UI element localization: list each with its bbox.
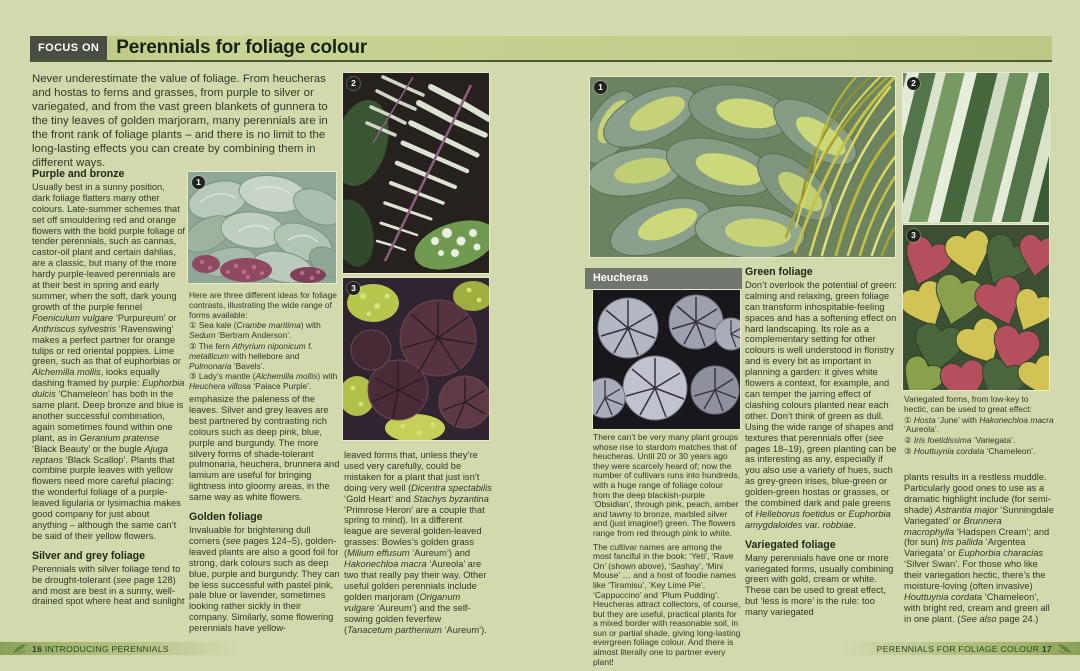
photo-badge: 3 <box>347 282 360 295</box>
photo-fern-athyrium <box>343 73 489 273</box>
column-green-variegated <box>745 267 898 623</box>
photo-heuchera-rave-on <box>593 290 740 429</box>
houttuynia-illustration <box>903 225 1049 390</box>
caption-item-2: ② The fern Athyrium niponicum f. metallicum with hellebore and Pulmonaria ‘Bavels’. <box>189 340 313 371</box>
photo-houttuynia-chameleon <box>903 225 1049 390</box>
hosta-grass-illustration <box>590 77 895 257</box>
silver-continued-text: emphasize the paleness of the leaves. Silver and grey leaves are best partnered by contrasting rich colours such as deep pink, blue, purple and burgundy. The more silvery forms of shade-tolerant pulmonaria, heuchera, brunnera and lamium are useful for bringing lightness into gloomy areas, in the same way as white flowers. <box>189 394 340 503</box>
caption-item-3: ③ Houttuynia cordata ‘Chameleon’. <box>904 445 1036 456</box>
caption-item-1: ① Hosta ‘June’ with Hakonechloa macra ‘Aureola’. <box>904 414 1054 435</box>
column-purple-bronze <box>32 169 185 612</box>
right-photos-caption <box>904 395 1054 458</box>
footer-right <box>840 642 1080 655</box>
photo-iris-variegata <box>903 73 1049 222</box>
photo-badge: 2 <box>347 77 360 90</box>
photo-heuchera-palace-purple <box>343 278 489 440</box>
column-variegated-continued <box>904 472 1054 630</box>
leaf-motif-icon <box>1056 643 1072 655</box>
golden-foliage-text: Invaluable for brightening dull corners (see pages 124–5), golden-leaved plants are also a good foil for strong, dark colours such as deep blue, purple and burgundy. They can be less successful with pastel pink, pale blue or lavender, sometimes looking rather sickly in their company. Similarly, some flowering perennials have yellow- <box>189 524 340 634</box>
focus-on-label: FOCUS ON <box>30 36 107 60</box>
heading-purple-bronze: Purple and bronze <box>32 168 125 180</box>
iris-illustration <box>903 73 1049 222</box>
intro-paragraph: Never underestimate the value of foliage. From heucheras and hostas to ferns and grasses, from purple to silver or variegated, and from the vast green blankets of gunnera to the tiny leaves of golden marjoram, many perennials are in the front rank of foliage plants – and there is no limit to the long-lasting effects you can create by combining them in different ways. <box>32 73 328 169</box>
photo-badge: 3 <box>907 229 920 242</box>
green-foliage-text: Don’t overlook the potential of green: calming and relaxing, green foliage can transform inhospitable-feeling spaces and has a softening effect on hard landscaping. Its role as a complementary setting for other colours is well understood in floristry and is every bit as important in planning a garden: it gives white flowers a context, for example, and can temper the jarring effect of clashing colours planted near each other. Don’t think of green as dull. Using the wide range of shapes and textures that perennials offer (see pages 18–19), green planting can be as interesting as any, especially if you also use a variety of hues, such as grey-green irises, blue-green or golden-green hostas or grasses, or the combined dark and pale greens of Helleborus foetidus or Euphorbia amygdaloides var. robbiae. <box>745 279 897 530</box>
heading-variegated-foliage: Variegated foliage <box>745 538 836 551</box>
column-silver-golden <box>189 394 340 639</box>
silver-grey-text: Perennials with silver foliage tend to be drought-tolerant (see page 128) and most are best in a sunny, well-drained spot where heat and sunlight <box>32 563 185 607</box>
column-golden-continued <box>344 450 492 640</box>
photo-badge: 1 <box>192 176 205 189</box>
left-photos-caption <box>189 291 340 393</box>
purple-heuchera-illustration <box>343 278 489 440</box>
golden-continued-text: leaved forms that, unless they’re used very carefully, could be mistaken for a plant that just isn’t doing very well (Dicentra spectabilis ‘Gold Heart’ and Stachys byzantina ‘Primrose Heron’ are a couple that spring to mind). In a different league are several golden-leaved grasses: Bowles’s golden grass (Milium effusum ‘Aureum’) and Hakonechloa macra ‘Aureola’ are two that really pay their way. Other useful golden perennials include golden marjoram (Origanum vulgare ‘Aureum’) and the self-sowing golden feverfew (Tanacetum parthenium ‘Aureum’). <box>344 450 492 635</box>
caption-intro: Variegated forms, from low-key to hectic, can be used to great effect: <box>904 394 1032 414</box>
footer-left-text: INTRODUCING PERENNIALS <box>44 643 169 654</box>
caption-item-3: ③ Lady’s mantle (Alchemilla mollis) with Heuchera villosa ‘Palace Purple’. <box>189 371 338 392</box>
heading-golden-foliage: Golden foliage <box>189 511 263 524</box>
header-band <box>30 36 1052 62</box>
caption-item-1: ① Sea kale (Crambe maritima) with Sedum ‘Bertram Anderson’. <box>189 320 321 341</box>
heucheras-box-title: Heucheras <box>585 268 742 289</box>
photo-sea-kale-sedum <box>188 172 336 283</box>
caption-intro: Here are three different ideas for foliage contrasts, illustrating the wide range of forms available: <box>189 290 337 320</box>
photo-badge: 1 <box>594 81 607 94</box>
heading-green-foliage: Green foliage <box>745 266 813 278</box>
variegated-foliage-text: Many perennials have one or more variegated forms, usually combining green with gold, cream or white. These can be used to great effect, but ‘less is more’ is the rule: too many variegated <box>745 552 894 618</box>
footer-left-page-number: 16 <box>32 643 43 654</box>
purple-bronze-text: Usually best in a sunny position, dark foliage flatters many other colours. Late-summer schemes that set off smouldering red and orange flowers with the bold purple foliage of tender perennials, such as cannas, castor-oil plant and certain dahlias, are a classic, but many of the more hardy purple-leaved perennials are at their best in spring and early summer, when the soft, dark young growth of the purple fennel Foeniculum vulgare ‘Purpureum’ or Anthriscus sylvestris ‘Ravenswing’ makes a perfect partner for orange tulips or red oriental poppies. Lime green, such as that of euphorbias or Alchemilla mollis, looks equally dashing framed by purple: Euphorbia dulcis ‘Chameleon’ has both in the same plant. Deep bronze and blue is another successful combination, again sometimes found within one plant, as in Geranium pratense ‘Black Beauty’ or the bugle Ajuga reptans ‘Black Scallop’. Plants that combine purple leaves with yellow flowers need more careful placing: the wonderful foliage of a purple-leaved ligularia or lysimachia makes good company for just about anything – although the same can’t be said of their yellow flowers. <box>32 181 185 541</box>
photo-badge: 2 <box>907 77 920 90</box>
sea-kale-illustration <box>188 172 336 283</box>
heucheras-paragraph-2: The cultivar names are among the most fanciful in the book: ‘Yeti’, ‘Rave On’ (shown above), ‘Sashay’, ‘Mini Mouse’ … and a host of foodie names like ‘Tiramisu’, ‘Key Lime Pie’, ‘Cappuccino’ and ‘Plum Pudding’. Heucheras attract collectors, of course, but they are useful, practical plants for a mixed border with reasonable soil, in sun or partial shade, giving long-lasting evergreen foliage colour. And there is almost literally one to partner every plant! <box>593 541 741 667</box>
footer-right-text: PERENNIALS FOR FOLIAGE COLOUR <box>876 643 1040 654</box>
footer-left <box>0 642 240 655</box>
variegated-continued-text: plants results in a restless muddle. Particularly good ones to use as a dramatic highlight include (for semi-shade) Astrantia major ‘Sunningdale Variegated’ or Brunnera macrophylla ‘Hadspen Cream’; and (for sun) Iris pallida ‘Argentea Variegata’ or Euphorbia characias ‘Silver Swan’. For those who like their variegation hectic, there’s the moisture-loving (often invasive) Houttuynia cordata ‘Chameleon’, with bright red, cream and green all in one plant. (See also page 24.) <box>904 472 1054 624</box>
silver-heuchera-illustration <box>593 290 740 429</box>
heading-silver-grey: Silver and grey foliage <box>32 549 146 562</box>
leaf-motif-icon <box>12 643 28 655</box>
page-title: Perennials for foliage colour <box>116 37 368 58</box>
caption-item-2: ② Iris foetidissima ‘Variegata’. <box>904 435 1016 446</box>
footer-right-page-number: 17 <box>1041 643 1052 654</box>
photo-hosta-june-hakonechloa <box>590 77 895 257</box>
heucheras-paragraph-1: There can’t be very many plant groups whose rise to stardom matches that of heucheras. Until 20 or 30 years ago they were scarcely heard of; now the number of cultivars runs into hundreds, with a huge range of foliage colour from the deep blackish-purple ‘Obsidian’, through pink, peach, amber and tawny to bronze, marbled silver and (just imagine!) green. The flowers range from red through pink to white. <box>593 432 740 538</box>
heucheras-box-text <box>593 433 742 671</box>
fern-illustration <box>343 73 489 273</box>
